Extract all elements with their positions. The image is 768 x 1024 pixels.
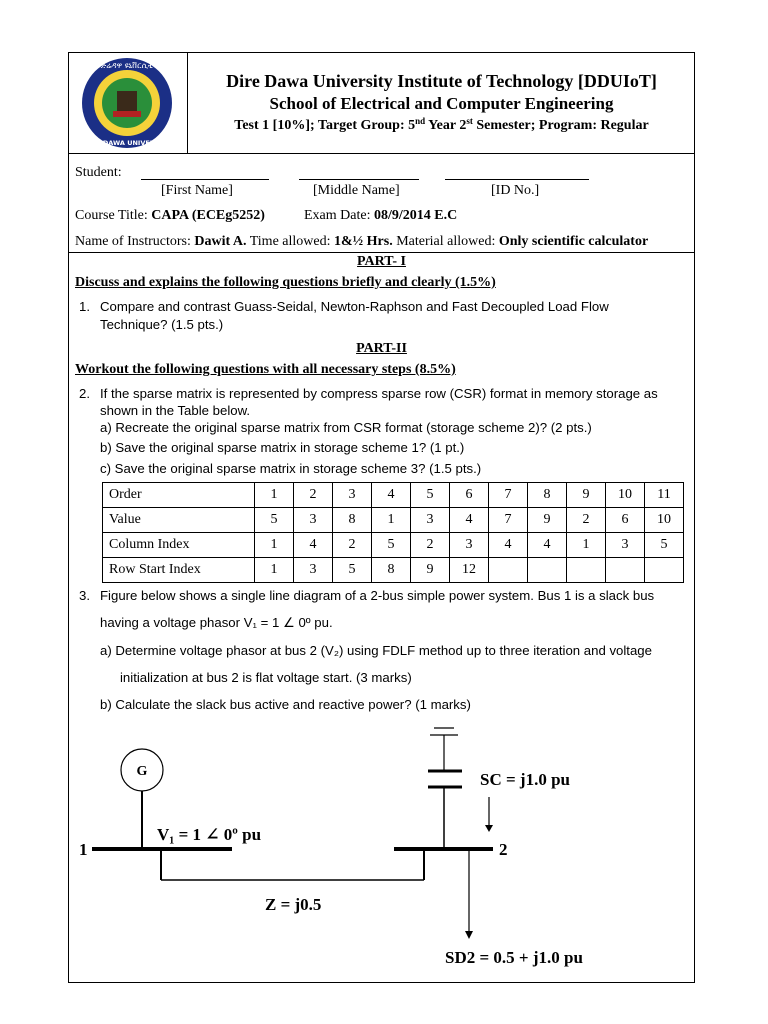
- part1-title: PART- I: [357, 254, 406, 269]
- svg-text:DIRE-DAWA UNIVERSITY: DIRE-DAWA UNIVERSITY: [82, 139, 172, 147]
- table-cell: 10: [645, 508, 684, 533]
- header-divider: [69, 153, 694, 154]
- table-cell: 4: [489, 533, 528, 558]
- generator-label: G: [136, 764, 148, 779]
- q3-line-2: having a voltage phasor V₁ = 1 ∠ 0º pu.: [100, 615, 333, 630]
- q2-number: 2.: [79, 386, 90, 401]
- table-cell: 8: [528, 483, 567, 508]
- svg-text:ድሬዳዋ ዩኒቨርሲቲ: ድሬዳዋ ዩኒቨርሲቲ: [100, 61, 154, 70]
- table-cell: 3: [333, 483, 372, 508]
- exam-date-row: Exam Date: 08/9/2014 E.C: [304, 208, 458, 223]
- table-cell: 6: [606, 508, 645, 533]
- part1-instruction: Discuss and explains the following questions briefly and clearly (1.5%): [75, 275, 496, 290]
- table-cell: 3: [411, 508, 450, 533]
- first-name-caption: [First Name]: [161, 183, 233, 198]
- header-line-3: Test 1 [10%]; Target Group: 5nd Year 2st Semester; Program: Regular: [234, 116, 649, 133]
- q1-number: 1.: [79, 299, 90, 314]
- table-cell: 2: [294, 483, 333, 508]
- table-cell: 5: [411, 483, 450, 508]
- table-row-label: Column Index: [103, 533, 255, 558]
- student-row: [75, 165, 122, 181]
- table-cell: 11: [645, 483, 684, 508]
- table-cell: 4: [372, 483, 411, 508]
- table-cell: 5: [333, 558, 372, 583]
- part2-title: PART-II: [356, 341, 407, 356]
- q2b: b) Save the original sparse matrix in storage scheme 1? (1 pt.): [100, 440, 465, 455]
- csr-table: [102, 482, 684, 583]
- q3-line-1: Figure below shows a single line diagram of a 2-bus simple power system. Bus 1 is a slack bus: [100, 588, 655, 603]
- q2c: c) Save the original sparse matrix in storage scheme 3? (1.5 pts.): [100, 461, 482, 476]
- q3b: b) Calculate the slack bus active and reactive power? (1 marks): [100, 697, 471, 712]
- table-cell: 4: [450, 508, 489, 533]
- table-cell: 9: [528, 508, 567, 533]
- table-cell: 5: [372, 533, 411, 558]
- table-cell: 1: [372, 508, 411, 533]
- q3-number: 3.: [79, 588, 90, 603]
- single-line-diagram: [69, 723, 696, 983]
- table-cell: 2: [411, 533, 450, 558]
- q1-line-2: Technique? (1.5 pts.): [100, 317, 224, 332]
- table-cell: 5: [255, 508, 294, 533]
- table-cell: [528, 558, 567, 583]
- table-row: [103, 483, 684, 508]
- q3a-line-1: a) Determine voltage phasor at bus 2 (V₂) using FDLF method up to three iteration and voltage: [100, 643, 652, 658]
- table-cell: [645, 558, 684, 583]
- load-arrow-head: [465, 931, 473, 939]
- table-row: [103, 508, 684, 533]
- sd2-label: SD2 = 0.5 + j1.0 pu: [445, 948, 583, 967]
- table-cell: 4: [294, 533, 333, 558]
- course-value: CAPA (ECEg5252): [151, 208, 265, 223]
- table-cell: 3: [450, 533, 489, 558]
- table-row-label: Value: [103, 508, 255, 533]
- middle-name-blank: [299, 169, 419, 180]
- table-cell: 1: [567, 533, 606, 558]
- table-cell: 10: [606, 483, 645, 508]
- q2a: a) Recreate the original sparse matrix from CSR format (storage scheme 2)? (2 pts.): [100, 420, 592, 435]
- table-cell: 4: [528, 533, 567, 558]
- table-cell: 3: [606, 533, 645, 558]
- table-row-label: Order: [103, 483, 255, 508]
- table-row: [103, 558, 684, 583]
- id-caption: [ID No.]: [491, 183, 540, 198]
- table-cell: 12: [450, 558, 489, 583]
- student-label: Student:: [75, 165, 122, 180]
- info-divider: [69, 252, 694, 253]
- table-cell: 9: [567, 483, 606, 508]
- table-cell: [606, 558, 645, 583]
- logo-cell: [69, 53, 188, 153]
- table-cell: 3: [294, 558, 333, 583]
- table-cell: 2: [567, 508, 606, 533]
- sc-arrow-head: [485, 825, 493, 832]
- q2-line-1: If the sparse matrix is represented by compress sparse row (CSR) format in memory storage as: [100, 386, 658, 401]
- header-line-2: School of Electrical and Computer Engineering: [269, 94, 614, 113]
- q2-line-2: shown in the Table below.: [100, 403, 251, 418]
- table-cell: 3: [294, 508, 333, 533]
- table-cell: [567, 558, 606, 583]
- header-line-1: Dire Dawa University Institute of Technology [DDUIoT]: [226, 71, 657, 91]
- v1-label: V₁ = 1 ∠ 0º pu: [157, 825, 262, 844]
- q3a-line-2: initialization at bus 2 is flat voltage start. (3 marks): [120, 670, 412, 685]
- table-cell: 7: [489, 508, 528, 533]
- table-cell: 6: [450, 483, 489, 508]
- bus-1-label: 1: [79, 840, 88, 859]
- table-cell: 8: [333, 508, 372, 533]
- table-cell: [489, 558, 528, 583]
- middle-name-caption: [Middle Name]: [313, 183, 400, 198]
- exam-date-value: 08/9/2014 E.C: [373, 208, 458, 223]
- table-row-label: Row Start Index: [103, 558, 255, 583]
- table-cell: 9: [411, 558, 450, 583]
- course-row: Course Title: CAPA (ECEg5252): [75, 208, 265, 223]
- sc-label: SC = j1.0 pu: [480, 770, 570, 789]
- table-cell: 1: [255, 558, 294, 583]
- impedance-label: Z = j0.5: [265, 895, 322, 914]
- id-blank: [445, 169, 589, 180]
- bus-2-label: 2: [499, 840, 508, 859]
- table-cell: 7: [489, 483, 528, 508]
- table-cell: 5: [645, 533, 684, 558]
- table-row: [103, 533, 684, 558]
- exam-page: [68, 52, 695, 983]
- table-cell: 1: [255, 483, 294, 508]
- table-cell: 2: [333, 533, 372, 558]
- instructor-row: Name of Instructors: Dawit A. Time allowed: 1&½ Hrs. Material allowed: Only scientific calculator: [75, 234, 649, 249]
- table-cell: 1: [255, 533, 294, 558]
- part2-instruction: Workout the following questions with all necessary steps (8.5%): [75, 362, 456, 377]
- university-logo: [69, 53, 187, 153]
- first-name-blank: [141, 169, 269, 180]
- table-cell: 8: [372, 558, 411, 583]
- q1-line-1: Compare and contrast Guass-Seidal, Newton-Raphson and Fast Decoupled Load Flow: [100, 299, 609, 314]
